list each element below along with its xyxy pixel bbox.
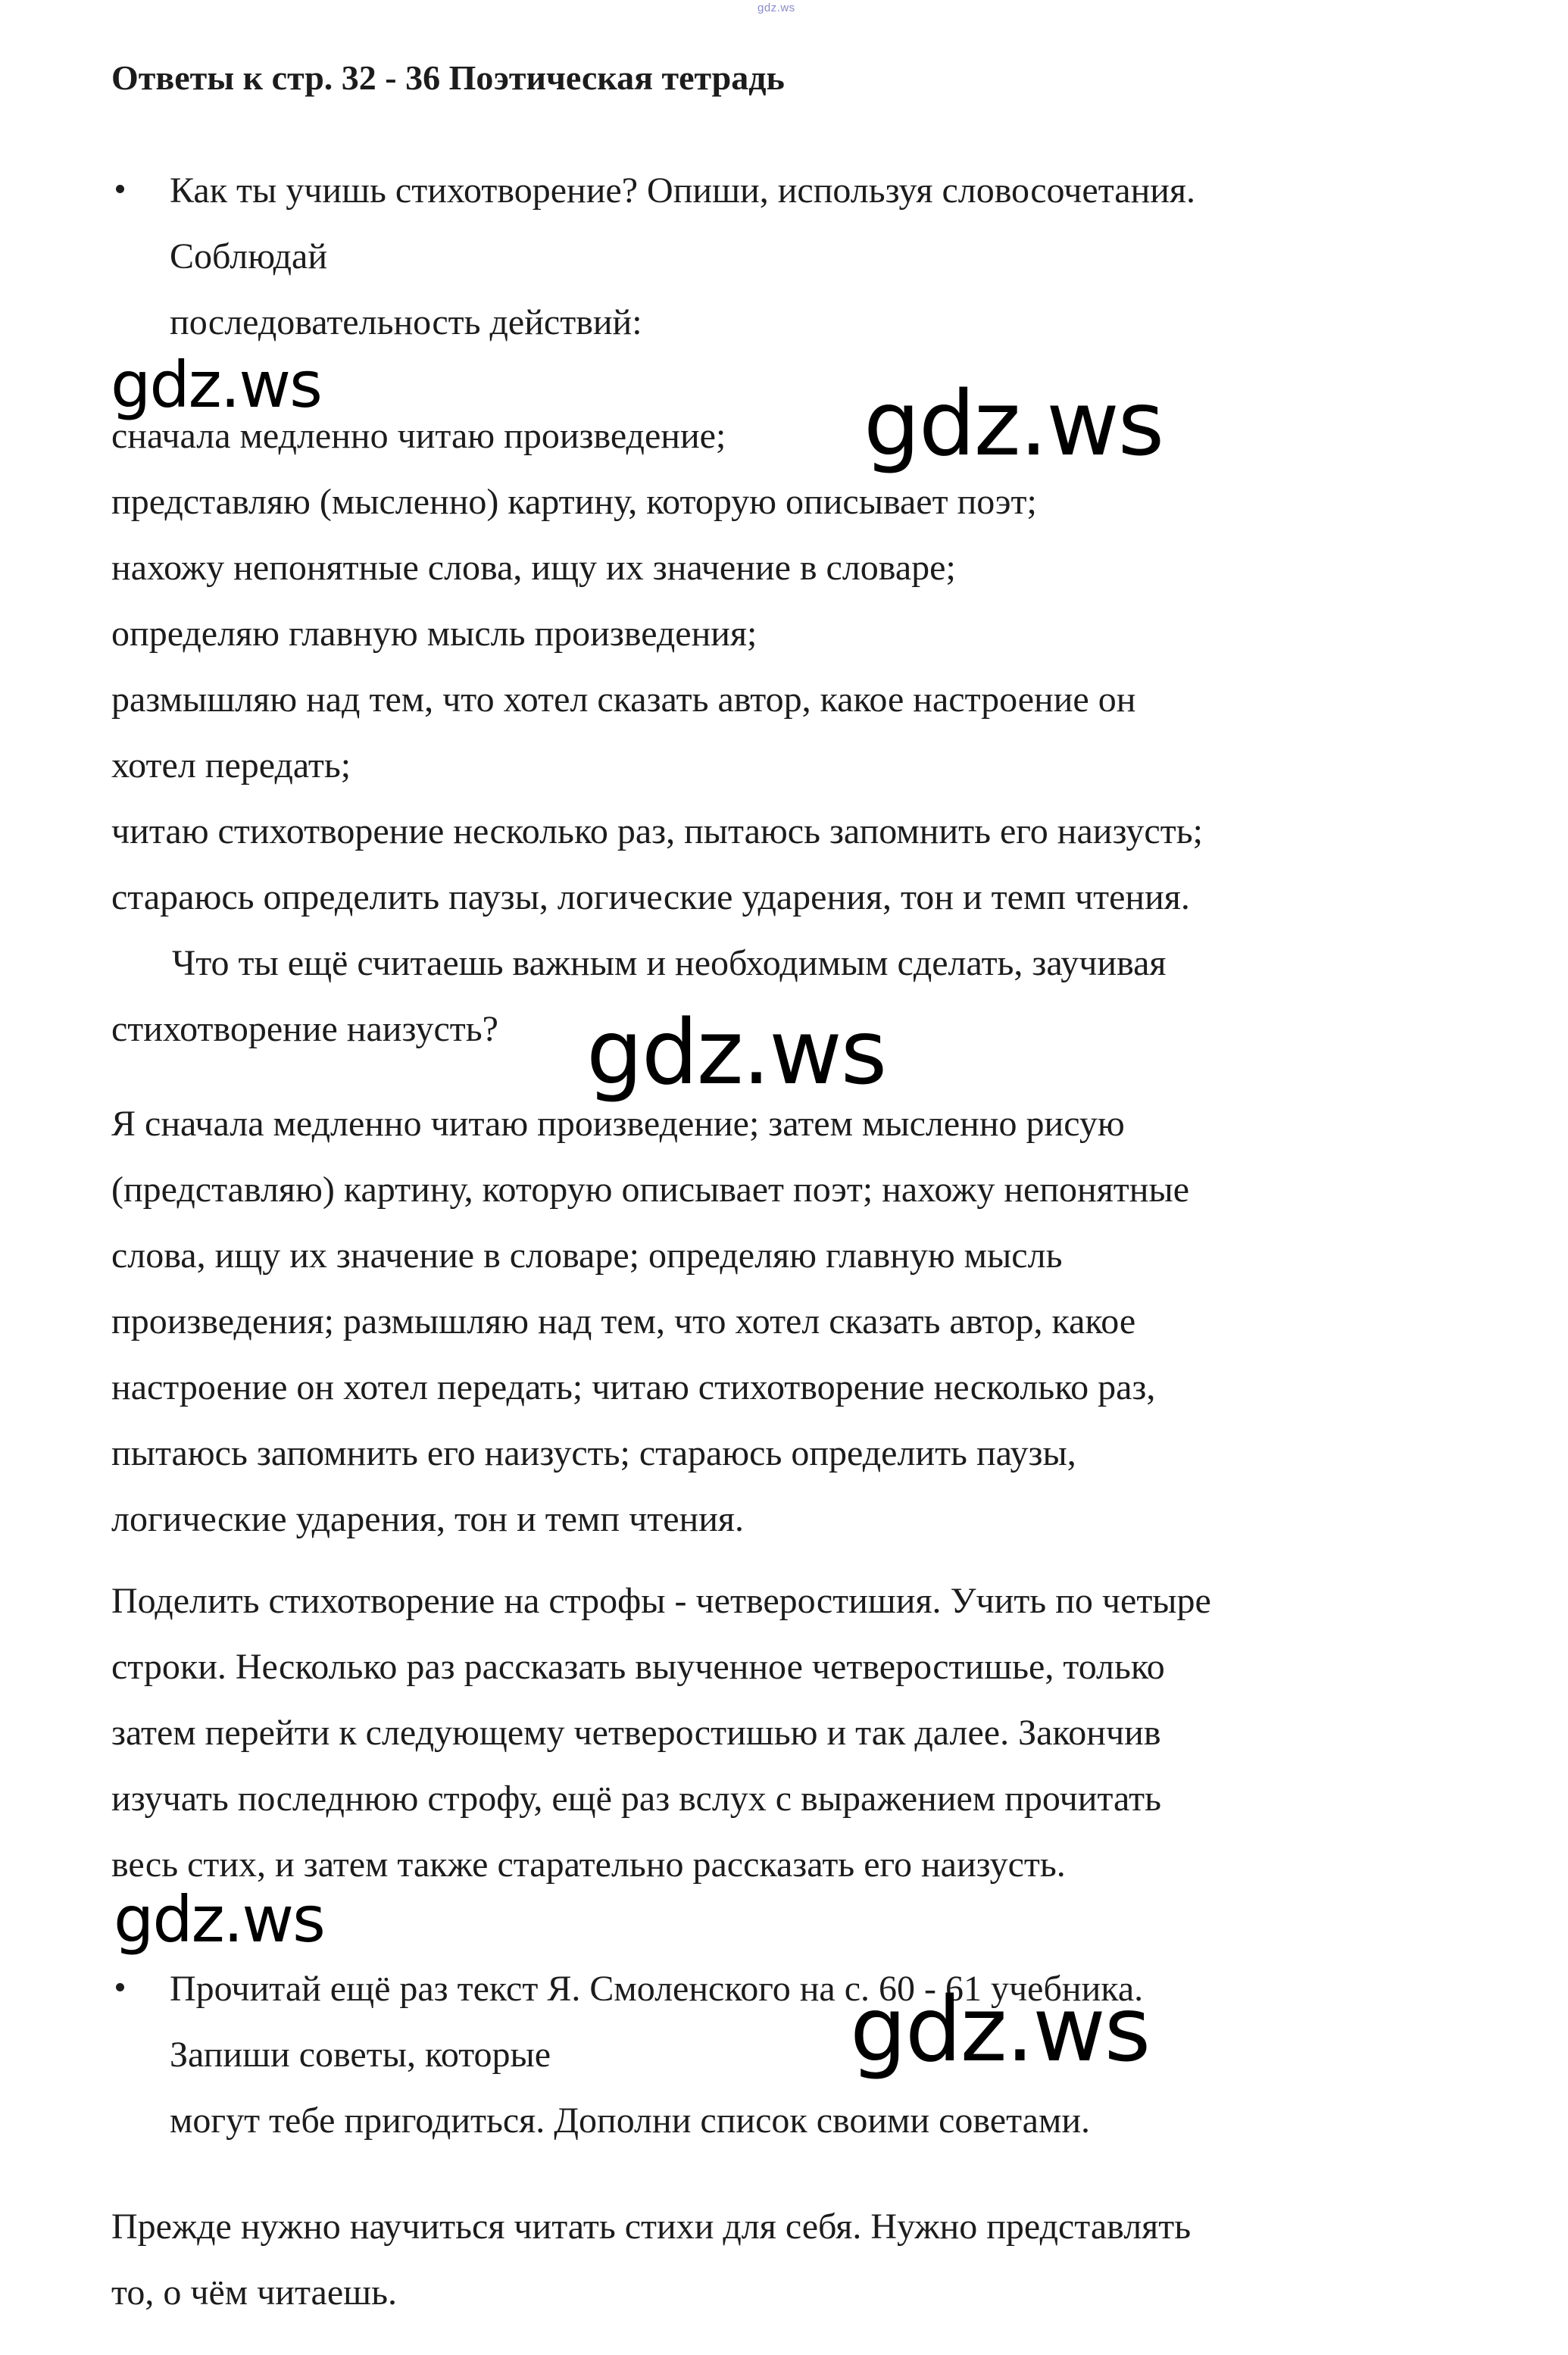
page-title: Ответы к стр. 32 - 36 Поэтическая тетрадь bbox=[111, 58, 785, 97]
step-line: определяю главную мысль произведения; bbox=[111, 614, 757, 654]
question-line: Как ты учишь стихотворение? Опиши, используя словосочетания. bbox=[170, 170, 1196, 211]
answer-line: произведения; размышляю над тем, что хотел сказать автор, какое bbox=[111, 1301, 1136, 1341]
step-line: читаю стихотворение несколько раз, пытаюсь запомнить его наизусть; bbox=[111, 811, 1203, 851]
question-line: могут тебе пригодиться. Дополни список своими советами. bbox=[170, 2100, 1090, 2141]
answer-line: Прежде нужно научиться читать стихи для себя. Нужно представлять bbox=[111, 2207, 1192, 2247]
answer-line: (представляю) картину, которую описывает поэт; нахожу непонятные bbox=[111, 1170, 1190, 1210]
question-line: Соблюдай bbox=[170, 236, 328, 276]
answer-line: затем перейти к следующему четверостишью и так далее. Закончив bbox=[111, 1713, 1161, 1753]
header-watermark: gdz.ws bbox=[757, 2, 795, 14]
question-line: последовательность действий: bbox=[170, 302, 642, 342]
watermark: gdz.ws bbox=[864, 371, 1164, 476]
step-line: представляю (мысленно) картину, которую описывает поэт; bbox=[111, 482, 1037, 522]
answer-line: логические ударения, тон и темп чтения. bbox=[111, 1499, 744, 1539]
answer-line: настроение он хотел передать; читаю стихотворение несколько раз, bbox=[111, 1367, 1156, 1407]
answer-line: весь стих, и затем также старательно рассказать его наизусть. bbox=[111, 1844, 1066, 1885]
bullet-icon bbox=[116, 1983, 124, 1991]
step-line: размышляю над тем, что хотел сказать автор, какое настроение он bbox=[111, 679, 1136, 720]
watermark: gdz.ws bbox=[111, 348, 321, 422]
question-line: Прочитай ещё раз текст Я. Смоленского на с. 60 - 61 учебника. bbox=[170, 1969, 1144, 2009]
question-line: Запиши советы, которые bbox=[170, 2035, 551, 2075]
answer-paragraph-3 bbox=[111, 2194, 1475, 2325]
answer-line: то, о чём читаешь. bbox=[111, 2272, 398, 2313]
answer-paragraph-1 bbox=[111, 1091, 1475, 1552]
answer-paragraph-2 bbox=[111, 1568, 1475, 1897]
watermark: gdz.ws bbox=[114, 1882, 324, 1957]
answer-line: строки. Несколько раз рассказать выученное четверостишье, только bbox=[111, 1647, 1165, 1687]
answer-line: слова, ищу их значение в словаре; определяю главную мысль bbox=[111, 1235, 1063, 1276]
question-line: Что ты ещё считаешь важным и необходимым сделать, заучивая bbox=[172, 943, 1167, 983]
answer-line: Я сначала медленно читаю произведение; затем мысленно рисую bbox=[111, 1104, 1125, 1144]
answer-line: пытаюсь запомнить его наизусть; стараюсь определить паузы, bbox=[111, 1433, 1076, 1473]
step-line: нахожу непонятные слова, ищу их значение в словаре; bbox=[111, 548, 956, 588]
bullet-icon bbox=[116, 185, 124, 193]
step-line: стараюсь определить паузы, логические ударения, тон и темп чтения. bbox=[111, 877, 1190, 917]
answer-line: изучать последнюю строфу, ещё раз вслух с выражением прочитать bbox=[111, 1779, 1161, 1819]
step-line: хотел передать; bbox=[111, 745, 351, 786]
watermark: gdz.ws bbox=[586, 1000, 886, 1104]
question-line: стихотворение наизусть? bbox=[111, 1009, 498, 1049]
steps-list bbox=[111, 403, 1475, 930]
step-line: сначала медленно читаю произведение; bbox=[111, 416, 726, 456]
answer-line: Поделить стихотворение на строфы - четверостишия. Учить по четыре bbox=[111, 1581, 1211, 1621]
watermark: gdz.ws bbox=[850, 1977, 1150, 2082]
